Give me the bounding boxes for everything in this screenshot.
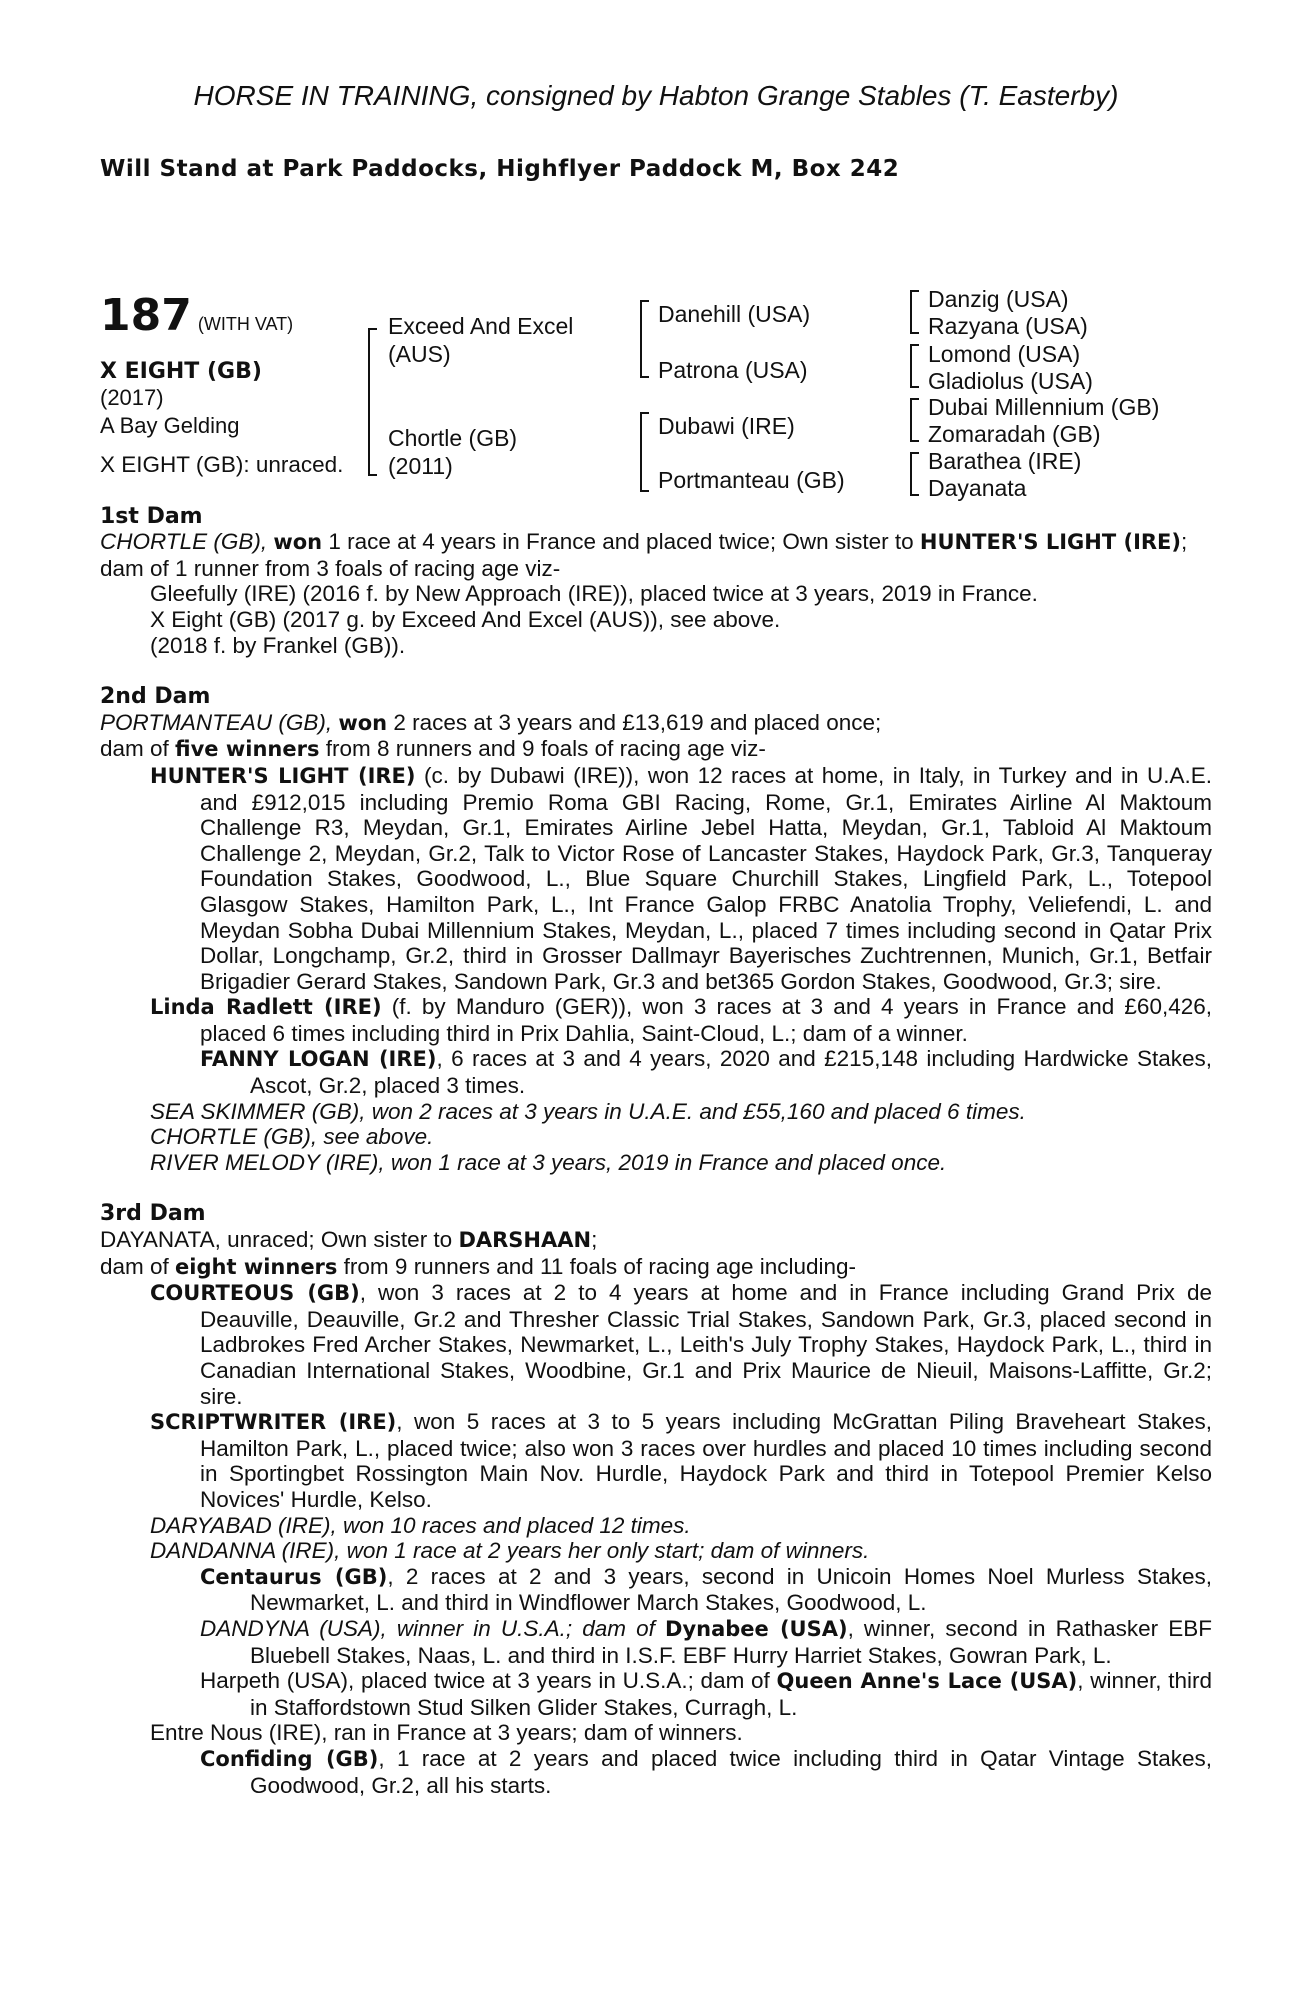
produce-entry: CHORTLE (GB), see above.: [150, 1124, 434, 1150]
produce-entry: [100, 1668, 1212, 1720]
race-record: , winner, second in Rathasker EBF Bluebell Stakes, Naas, L. and third in I.S.F. EBF Hurry Harriet Stakes, Gowran Park, L.: [250, 1615, 1213, 1668]
race-record: , winner, third in Staffordstown Stud Silken Glider Stakes, Curragh, L.: [250, 1668, 1212, 1720]
winners-count: five winners: [175, 737, 320, 762]
produce-entry: Gleefully (IRE) (2016 f. by New Approach (IRE)), placed twice at 3 years, 2019 in France.: [150, 581, 1038, 607]
dam-record: 2 races at 3 years and £13,619 and placed once;: [387, 709, 882, 735]
pedigree-sire-sire: Danehill (USA): [658, 301, 811, 327]
race-record: (f. by Manduro (GER)), won 3 races at 3 and 4 years in France and £60,426, placed 6 times including third in Prix Dahlia, Saint-Cloud, L.; dam of a winner.: [200, 994, 1212, 1046]
pedigree-g8: Dayanata: [928, 475, 1027, 501]
winners-count: eight winners: [175, 1254, 338, 1279]
pedigree-sire: Exceed And Excel (AUS): [388, 313, 574, 367]
horse-name: X EIGHT (GB): [100, 359, 262, 384]
horse-name: SCRIPTWRITER (IRE): [150, 1410, 397, 1435]
horse-description: A Bay Gelding: [100, 413, 240, 438]
consignor-header: HORSE IN TRAINING, consigned by Habton Grange Stables (T. Easterby): [193, 80, 1119, 111]
second-dam-entry: [100, 710, 1212, 737]
text: dam of: [100, 736, 176, 762]
pedigree-g1: Danzig (USA): [928, 286, 1069, 312]
produce-entry: [100, 1409, 1212, 1512]
horse-name: Queen Anne's Lace (USA): [776, 1669, 1078, 1694]
horse-name: COURTEOUS (GB): [150, 1281, 360, 1306]
third-dam-entry: [100, 1227, 1212, 1254]
horse-name: Confiding (GB): [200, 1746, 379, 1771]
pedigree-bracket: [640, 300, 642, 378]
pedigree-g2: Razyana (USA): [928, 313, 1088, 339]
horse-name: Dynabee (USA): [665, 1616, 848, 1641]
pedigree-sire-dam: Patrona (USA): [658, 357, 808, 383]
pedigree-g3: Lomond (USA): [928, 341, 1081, 367]
produce-entry: [100, 763, 1212, 994]
produce-intro: [100, 1254, 1212, 1281]
race-record: (c. by Dubawi (IRE)), won 12 races at home, in Italy, in Turkey and in U.A.E. and £912,015 including Premio Roma GBI Racing, Rome, Gr.1, Emirates Airline Al Maktoum Challenge R3, Meydan, Gr.1, Emirates Airline Jebel Hatta, Meydan, Gr.1, Tabloid Al Maktoum Challenge 2, Meydan, Gr.2, Talk to Victor Rose of Lancaster Stakes, Haydock Park, Gr.3, Tanqueray Foundation Stakes, Goodwood, L., Blue Square Churchill Stakes, Lingfield Park, L., Totepool Glasgow Stakes, Hamilton Park, L., Int France Galop FRBC Anatolia Trophy, Veliefendi, L. and Meydan Sobha Dubai Millennium Stakes, Meydan, L., placed 7 times including second in Qatar Prix Dollar, Longchamp, Gr.2, third in Grosser Dallmayr Bayerisches Zuchtrennen, Munich, Gr.1, Betfair Brigadier Gerard Stakes, Sandown Park, Gr.3 and bet365 Gordon Stakes, Goodwood, Gr.3; sire.: [200, 762, 1212, 994]
horse-name: FANNY LOGAN (IRE): [200, 1047, 437, 1072]
horse-name: Linda Radlett (IRE): [150, 995, 382, 1020]
race-record: , won 3 races at 2 to 4 years at home and in France including Grand Prix de Deauville, Deauville, Gr.2 and Thresher Classic Trial Stakes, Sandown Park, Gr.3, placed second in Ladbrokes Fred Archer Stakes, Newmarket, L., Leith's July Trophy Stakes, Haydock Park, L., third in Canadian International Stakes, Woodbine, Gr.1 and Prix Maurice de Nieuil, Maisons-Laffitte, Gr.2; sire.: [200, 1280, 1212, 1409]
horse-name: HUNTER'S LIGHT (IRE): [150, 763, 416, 788]
sister-name: DARSHAAN: [458, 1228, 592, 1253]
dam-name: DANDYNA (USA), winner in U.S.A.; dam of: [200, 1615, 666, 1641]
produce-intro: dam of 1 runner from 3 foals of racing age viz-: [100, 555, 561, 581]
pedigree-g5: Dubai Millennium (GB): [928, 394, 1160, 420]
text: from 8 runners and 9 foals of racing age viz-: [319, 736, 766, 762]
punct: ;: [591, 1227, 598, 1253]
catalogue-body: [100, 452, 1212, 1798]
won-label: won: [273, 530, 323, 555]
horse-name: Centaurus (GB): [200, 1564, 388, 1589]
produce-entry: X Eight (GB) (2017 g. by Exceed And Excel (AUS)), see above.: [150, 606, 781, 632]
punct: ;: [1181, 529, 1188, 555]
produce-entry: DARYABAD (IRE), won 10 races and placed 12 times.: [150, 1512, 691, 1538]
dam-name: CHORTLE (GB),: [100, 529, 274, 555]
pedigree-dam: Chortle (GB) (2011): [388, 425, 518, 479]
produce-entry: [100, 1616, 1212, 1668]
race-record: , won 5 races at 3 to 5 years including McGrattan Piling Braveheart Stakes, Hamilton Park, L., placed twice; also won 3 races over hurdles and placed 10 times including second in Sportingbet Rossington Main Nov. Hurdle, Haydock Park and third in Totepool Premier Kelso Novices' Hurdle, Kelso.: [200, 1409, 1212, 1512]
produce-entry: [100, 994, 1212, 1046]
dam-name: PORTMANTEAU (GB),: [100, 709, 339, 735]
pedigree-g6: Zomaradah (GB): [928, 421, 1101, 447]
produce-entry: [100, 1046, 1212, 1098]
won-label: won: [338, 710, 388, 735]
pedigree-dam-sire: Dubawi (IRE): [658, 413, 795, 439]
vat-label: (WITH VAT): [197, 314, 294, 334]
pedigree-bracket: [910, 290, 912, 334]
first-dam-entry: [100, 529, 1212, 556]
pedigree-bracket: [910, 344, 912, 388]
produce-entry: Entre Nous (IRE), ran in France at 3 years; dam of winners.: [150, 1720, 743, 1746]
pedigree-dam-dam: Portmanteau (GB): [658, 467, 845, 493]
produce-entry: DANDANNA (IRE), won 1 race at 2 years her only start; dam of winners.: [150, 1538, 870, 1564]
catalogue-page: [100, 80, 1213, 1798]
race-record: , 2 races at 2 and 3 years, second in Unicoin Homes Noel Murless Stakes, Newmarket, L. and third in Windflower March Stakes, Goodwood, L.: [250, 1563, 1212, 1616]
race-record: , 6 races at 3 and 4 years, 2020 and £215,148 including Hardwicke Stakes, Ascot, Gr.2, placed 3 times.: [250, 1046, 1212, 1099]
race-record: , 1 race at 2 years and placed twice including third in Qatar Vintage Stakes, Goodwood, Gr.2, all his starts.: [250, 1745, 1212, 1798]
produce-entry: [100, 1564, 1212, 1616]
foaling-year: (2017): [100, 385, 164, 410]
second-dam-heading: 2nd Dam: [100, 684, 211, 710]
text: from 9 runners and 11 foals of racing age including-: [337, 1253, 857, 1279]
first-dam-heading: 1st Dam: [100, 503, 203, 529]
unraced-note: X EIGHT (GB): unraced.: [100, 452, 344, 477]
pedigree-bracket: [910, 398, 912, 442]
lot-number: 187: [100, 290, 192, 341]
pedigree-g7: Barathea (IRE): [928, 448, 1082, 474]
pedigree-g4: Gladiolus (USA): [928, 368, 1093, 394]
dam-name: DAYANATA, unraced; Own sister to: [100, 1227, 459, 1253]
sister-name: HUNTER'S LIGHT (IRE): [919, 530, 1181, 555]
produce-entry: SEA SKIMMER (GB), won 2 races at 3 years in U.A.E. and £55,160 and placed 6 times.: [150, 1098, 1026, 1124]
produce-entry: RIVER MELODY (IRE), won 1 race at 3 years, 2019 in France and placed once.: [150, 1149, 947, 1175]
dam-name: Harpeth (USA), placed twice at 3 years in U.S.A.; dam of: [200, 1668, 777, 1694]
text: dam of: [100, 1253, 176, 1279]
lot-block: [100, 290, 293, 440]
produce-entry: [100, 1280, 1212, 1409]
produce-entry: (2018 f. by Frankel (GB)).: [150, 632, 406, 658]
third-dam-heading: 3rd Dam: [100, 1201, 206, 1227]
dam-record: 1 race at 4 years in France and placed twice; Own sister to: [322, 529, 920, 555]
stand-location: Will Stand at Park Paddocks, Highflyer Paddock M, Box 242: [100, 156, 900, 182]
produce-entry: [100, 1746, 1212, 1798]
produce-intro: [100, 736, 1212, 763]
